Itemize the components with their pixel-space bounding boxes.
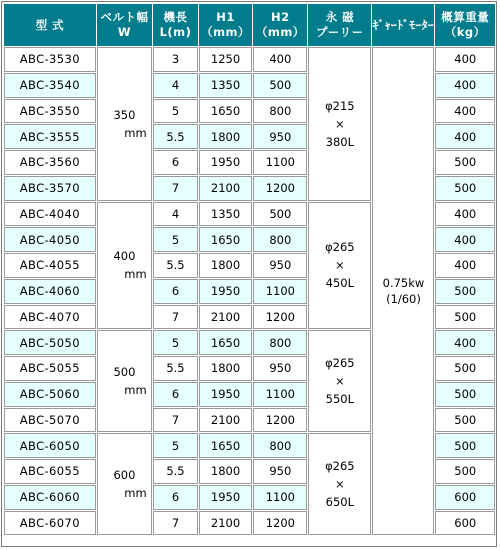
weight-cell: 400 [435, 124, 495, 149]
h1-cell: 2100 [199, 176, 253, 201]
h1-cell: 1650 [199, 330, 253, 355]
pulley-length: 550L [325, 392, 355, 407]
h1-cell: 1950 [199, 485, 253, 510]
belt-width-cell [97, 47, 153, 201]
length-cell: 5.5 [153, 253, 197, 278]
pulley-times: × [335, 477, 345, 492]
weight-cell: 500 [435, 459, 495, 484]
length-cell: 6 [153, 279, 197, 304]
length-cell: 7 [153, 305, 197, 330]
model-cell: ABC-6050 [4, 433, 96, 458]
table-row [4, 47, 495, 72]
h2-cell: 1100 [253, 485, 307, 510]
pulley-diameter: φ265 [325, 240, 355, 255]
pulley-times: × [335, 258, 345, 273]
pulley-diameter: φ215 [325, 98, 355, 113]
length-cell: 4 [153, 73, 197, 98]
h1-cell: 1950 [199, 382, 253, 407]
weight-cell: 600 [435, 511, 495, 536]
model-cell: ABC-3540 [4, 73, 96, 98]
weight-cell: 400 [435, 330, 495, 355]
header-h1: H1 （mm） [199, 4, 253, 46]
weight-cell: 400 [435, 202, 495, 227]
h2-cell: 800 [253, 433, 307, 458]
length-cell: 5.5 [153, 356, 197, 381]
length-cell: 5.5 [153, 124, 197, 149]
h2-cell: 950 [253, 124, 307, 149]
h1-cell: 1800 [199, 459, 253, 484]
weight-cell: 500 [435, 433, 495, 458]
belt-width-value: 600 [113, 468, 136, 483]
weight-cell: 400 [435, 253, 495, 278]
length-cell: 5.5 [153, 459, 197, 484]
h1-cell: 1350 [199, 73, 253, 98]
belt-width-value: 350 [113, 107, 136, 122]
model-cell: ABC-5050 [4, 330, 96, 355]
motor-ratio: (1/60) [386, 292, 421, 307]
pulley-cell [308, 202, 371, 330]
weight-cell: 400 [435, 227, 495, 252]
model-cell: ABC-4055 [4, 253, 96, 278]
model-cell: ABC-6055 [4, 459, 96, 484]
pulley-diameter: φ265 [325, 459, 355, 474]
length-cell: 7 [153, 176, 197, 201]
model-cell: ABC-3530 [4, 47, 96, 72]
model-cell: ABC-3560 [4, 150, 96, 175]
h2-cell: 400 [253, 47, 307, 72]
header-weight: 概算重量 （kg） [435, 4, 495, 46]
spec-table [3, 3, 496, 536]
spec-table-frame [1, 1, 497, 547]
belt-width-value: 500 [113, 365, 136, 380]
h2-cell: 500 [253, 202, 307, 227]
belt-width-unit: mm [124, 383, 147, 398]
h2-cell: 800 [253, 227, 307, 252]
header-h2: H2 （mm） [253, 4, 307, 46]
model-cell: ABC-4050 [4, 227, 96, 252]
h1-cell: 1800 [199, 356, 253, 381]
belt-width-value: 400 [113, 249, 136, 264]
pulley-length: 380L [325, 134, 355, 149]
h1-cell: 1650 [199, 433, 253, 458]
h2-cell: 1100 [253, 150, 307, 175]
pulley-length: 650L [325, 495, 355, 510]
h1-cell: 1250 [199, 47, 253, 72]
belt-width-cell [97, 202, 153, 330]
model-cell: ABC-4040 [4, 202, 96, 227]
model-cell: ABC-6060 [4, 485, 96, 510]
length-cell: 5 [153, 433, 197, 458]
length-cell: 5 [153, 330, 197, 355]
belt-width-cell [97, 330, 153, 432]
weight-cell: 400 [435, 73, 495, 98]
length-cell: 5 [153, 227, 197, 252]
h2-cell: 1200 [253, 176, 307, 201]
pulley-diameter: φ265 [325, 356, 355, 371]
header-pulley: 永 磁 プーリー [308, 4, 371, 46]
weight-cell: 500 [435, 279, 495, 304]
spec-table-body [4, 47, 495, 535]
pulley-times: × [335, 374, 345, 389]
model-cell: ABC-4060 [4, 279, 96, 304]
header-length: 機長 L(m) [153, 4, 197, 46]
h2-cell: 1200 [253, 408, 307, 433]
h2-cell: 800 [253, 99, 307, 124]
model-cell: ABC-5070 [4, 408, 96, 433]
pulley-cell [308, 330, 371, 432]
h1-cell: 1800 [199, 253, 253, 278]
h1-cell: 1950 [199, 279, 253, 304]
weight-cell: 600 [435, 485, 495, 510]
h2-cell: 1100 [253, 382, 307, 407]
h2-cell: 950 [253, 459, 307, 484]
length-cell: 6 [153, 382, 197, 407]
header-row [4, 4, 495, 46]
length-cell: 6 [153, 150, 197, 175]
header-motor: ｷﾞｬｰﾄﾞﾓｰﾀｰ [372, 4, 434, 46]
model-cell: ABC-6070 [4, 511, 96, 536]
header-model: 型 式 [4, 4, 96, 46]
belt-width-unit: mm [124, 267, 147, 282]
model-cell: ABC-3550 [4, 99, 96, 124]
length-cell: 6 [153, 485, 197, 510]
pulley-cell [308, 47, 371, 201]
weight-cell: 500 [435, 382, 495, 407]
model-cell: ABC-4070 [4, 305, 96, 330]
header-belt-width: ベルト幅 W [97, 4, 153, 46]
motor-power: 0.75kw [382, 276, 425, 291]
length-cell: 7 [153, 408, 197, 433]
h1-cell: 1800 [199, 124, 253, 149]
h2-cell: 950 [253, 253, 307, 278]
weight-cell: 500 [435, 305, 495, 330]
weight-cell: 500 [435, 176, 495, 201]
model-cell: ABC-3555 [4, 124, 96, 149]
weight-cell: 500 [435, 356, 495, 381]
h2-cell: 1200 [253, 305, 307, 330]
h1-cell: 2100 [199, 305, 253, 330]
length-cell: 4 [153, 202, 197, 227]
belt-width-cell [97, 433, 153, 535]
h2-cell: 950 [253, 356, 307, 381]
model-cell: ABC-3570 [4, 176, 96, 201]
pulley-times: × [335, 116, 345, 131]
h1-cell: 1950 [199, 150, 253, 175]
h1-cell: 1350 [199, 202, 253, 227]
h1-cell: 1650 [199, 227, 253, 252]
model-cell: ABC-5060 [4, 382, 96, 407]
weight-cell: 400 [435, 47, 495, 72]
weight-cell: 500 [435, 150, 495, 175]
motor-cell [372, 47, 434, 535]
model-cell: ABC-5055 [4, 356, 96, 381]
length-cell: 7 [153, 511, 197, 536]
length-cell: 5 [153, 99, 197, 124]
h1-cell: 2100 [199, 408, 253, 433]
h2-cell: 500 [253, 73, 307, 98]
belt-width-unit: mm [124, 486, 147, 501]
weight-cell: 500 [435, 408, 495, 433]
h2-cell: 800 [253, 330, 307, 355]
belt-width-unit: mm [124, 125, 147, 140]
weight-cell: 400 [435, 99, 495, 124]
length-cell: 3 [153, 47, 197, 72]
pulley-length: 450L [325, 276, 355, 291]
h1-cell: 2100 [199, 511, 253, 536]
h1-cell: 1650 [199, 99, 253, 124]
pulley-cell [308, 433, 371, 535]
h2-cell: 1100 [253, 279, 307, 304]
h2-cell: 1200 [253, 511, 307, 536]
